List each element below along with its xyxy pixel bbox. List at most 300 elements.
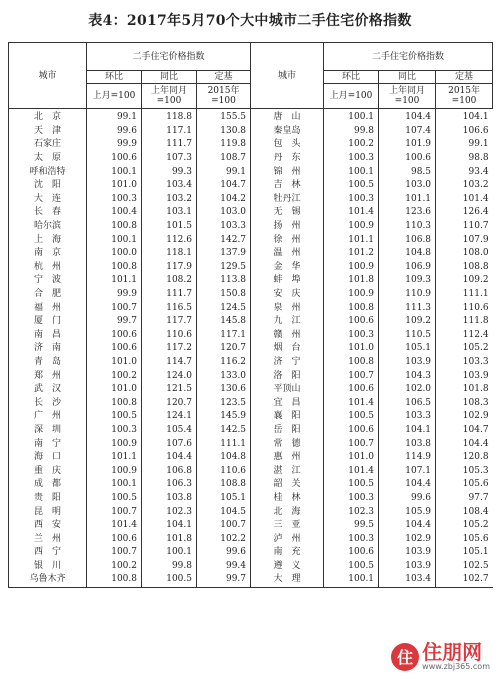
table-row — [9, 478, 493, 492]
table-row — [9, 179, 493, 193]
base-cell: 103.2 — [436, 179, 493, 193]
city-name-cell: 上 海 — [9, 233, 87, 247]
base-cell: 105.6 — [436, 478, 493, 492]
mom-cell: 100.7 — [87, 546, 142, 560]
city-name-cell: 南 充 — [251, 546, 324, 560]
city-name-cell: 银 川 — [9, 560, 87, 574]
mom-cell: 100.7 — [324, 369, 379, 383]
city-name-cell: 惠 州 — [251, 451, 324, 465]
city-name-cell: 桂 林 — [251, 492, 324, 506]
city-name-cell: 广 州 — [9, 410, 87, 424]
brand-logo-icon: 住 — [391, 643, 419, 671]
city-name-cell: 温 州 — [251, 247, 324, 261]
yoy-cell: 106.8 — [379, 233, 436, 247]
city-name-cell: 泉 州 — [251, 301, 324, 315]
base-cell: 109.2 — [436, 274, 493, 288]
mom-cell: 100.6 — [87, 342, 142, 356]
base-cell: 108.8 — [197, 478, 251, 492]
city-name-cell: 烟 台 — [251, 342, 324, 356]
yoy-cell: 123.6 — [379, 206, 436, 220]
base-cell: 102.9 — [436, 410, 493, 424]
city-name-cell: 兰 州 — [9, 532, 87, 546]
mom-cell: 100.5 — [324, 478, 379, 492]
base-cell: 105.1 — [197, 492, 251, 506]
table-row — [9, 342, 493, 356]
table-row — [9, 288, 493, 302]
base-cell: 108.4 — [436, 505, 493, 519]
yoy-cell: 104.8 — [379, 247, 436, 261]
base-cell: 101.4 — [436, 193, 493, 207]
city-name-cell: 杭 州 — [9, 261, 87, 275]
city-name-cell: 沈 阳 — [9, 179, 87, 193]
table-row — [9, 220, 493, 234]
yoy-cell: 103.9 — [379, 546, 436, 560]
mom-cell: 100.9 — [324, 220, 379, 234]
base-cell: 104.1 — [436, 109, 493, 125]
table-row — [9, 233, 493, 247]
mom-cell: 100.3 — [324, 492, 379, 506]
table-row — [9, 505, 493, 519]
city-name-cell: 呼和浩特 — [9, 165, 87, 179]
mom-header: 环比 — [87, 71, 142, 84]
mom-cell: 101.1 — [87, 274, 142, 288]
base-cell: 105.3 — [436, 464, 493, 478]
yoy-cell: 104.4 — [379, 478, 436, 492]
city-name-cell: 重 庆 — [9, 464, 87, 478]
table-row — [9, 261, 493, 275]
base-cell: 102.5 — [436, 560, 493, 574]
yoy-cell: 110.9 — [379, 288, 436, 302]
base-cell: 111.1 — [197, 437, 251, 451]
yoy-cell: 116.5 — [142, 301, 197, 315]
mom-subheader: 上月=100 — [324, 84, 379, 109]
yoy-cell: 100.5 — [142, 573, 197, 587]
city-name-cell: 南 京 — [9, 247, 87, 261]
mom-cell: 100.5 — [87, 410, 142, 424]
mom-cell: 100.8 — [87, 261, 142, 275]
yoy-cell: 104.4 — [379, 109, 436, 125]
table-row — [9, 301, 493, 315]
city-name-cell: 泸 州 — [251, 532, 324, 546]
yoy-cell: 105.4 — [142, 424, 197, 438]
table-row — [9, 138, 493, 152]
table-row — [9, 492, 493, 506]
base-cell: 101.8 — [436, 383, 493, 397]
city-name-cell: 牡丹江 — [251, 193, 324, 207]
table-row — [9, 546, 493, 560]
city-name-cell: 天 津 — [9, 125, 87, 139]
base-cell: 97.7 — [436, 492, 493, 506]
base-cell: 108.7 — [197, 152, 251, 166]
city-name-cell: 韶 关 — [251, 478, 324, 492]
city-header-right: 城市 — [251, 43, 324, 109]
yoy-cell: 101.8 — [142, 532, 197, 546]
mom-cell: 102.3 — [324, 505, 379, 519]
base-cell: 126.4 — [436, 206, 493, 220]
table-row — [9, 125, 493, 139]
base-cell: 124.5 — [197, 301, 251, 315]
table-row — [9, 451, 493, 465]
mom-cell: 100.3 — [324, 193, 379, 207]
base-cell: 150.8 — [197, 288, 251, 302]
yoy-cell: 114.7 — [142, 356, 197, 370]
city-name-cell: 吉 林 — [251, 179, 324, 193]
yoy-header: 同比 — [379, 71, 436, 84]
mom-cell: 100.6 — [87, 329, 142, 343]
table-row — [9, 573, 493, 587]
yoy-cell: 103.8 — [142, 492, 197, 506]
base-cell: 130.6 — [197, 383, 251, 397]
mom-cell: 101.4 — [87, 519, 142, 533]
table-row — [9, 396, 493, 410]
base-cell: 99.7 — [197, 573, 251, 587]
city-name-cell: 南 昌 — [9, 329, 87, 343]
table-row — [9, 383, 493, 397]
mom-cell: 99.6 — [87, 125, 142, 139]
mom-cell: 99.9 — [87, 288, 142, 302]
mom-cell: 100.9 — [87, 437, 142, 451]
base-cell: 102.2 — [197, 532, 251, 546]
city-name-cell: 洛 阳 — [251, 369, 324, 383]
yoy-cell: 117.9 — [142, 261, 197, 275]
yoy-cell: 103.3 — [379, 410, 436, 424]
table-row — [9, 519, 493, 533]
base-cell: 103.9 — [436, 369, 493, 383]
base-cell: 104.4 — [436, 437, 493, 451]
mom-cell: 100.3 — [324, 329, 379, 343]
mom-cell: 100.0 — [87, 247, 142, 261]
yoy-header: 同比 — [142, 71, 197, 84]
mom-cell: 101.8 — [324, 274, 379, 288]
city-name-cell: 海 口 — [9, 451, 87, 465]
base-cell: 98.8 — [436, 152, 493, 166]
city-name-cell: 石家庄 — [9, 138, 87, 152]
mom-cell: 100.8 — [87, 396, 142, 410]
city-name-cell: 宜 昌 — [251, 396, 324, 410]
yoy-cell: 103.4 — [142, 179, 197, 193]
mom-cell: 100.9 — [324, 288, 379, 302]
mom-cell: 100.9 — [324, 261, 379, 275]
yoy-cell: 118.1 — [142, 247, 197, 261]
base-cell: 111.8 — [436, 315, 493, 329]
mom-cell: 100.3 — [87, 193, 142, 207]
base-cell: 137.9 — [197, 247, 251, 261]
base-cell: 116.2 — [197, 356, 251, 370]
yoy-cell: 124.1 — [142, 410, 197, 424]
base-cell: 129.5 — [197, 261, 251, 275]
yoy-cell: 101.5 — [142, 220, 197, 234]
yoy-cell: 107.4 — [379, 125, 436, 139]
yoy-cell: 103.4 — [379, 573, 436, 587]
mom-cell: 100.7 — [87, 505, 142, 519]
yoy-cell: 109.2 — [379, 315, 436, 329]
yoy-cell: 110.6 — [142, 329, 197, 343]
mom-cell: 100.5 — [324, 179, 379, 193]
yoy-cell: 110.5 — [379, 329, 436, 343]
city-name-cell: 深 圳 — [9, 424, 87, 438]
base-cell: 103.3 — [197, 220, 251, 234]
mom-cell: 100.1 — [324, 109, 379, 125]
base-cell: 104.2 — [197, 193, 251, 207]
yoy-cell: 107.3 — [142, 152, 197, 166]
base-cell: 99.1 — [436, 138, 493, 152]
yoy-cell: 107.1 — [379, 464, 436, 478]
base-cell: 111.1 — [436, 288, 493, 302]
table-row — [9, 109, 493, 125]
base-cell: 155.5 — [197, 109, 251, 125]
mom-cell: 99.7 — [87, 315, 142, 329]
yoy-cell: 110.3 — [379, 220, 436, 234]
city-name-cell: 青 岛 — [9, 356, 87, 370]
yoy-cell: 111.7 — [142, 288, 197, 302]
mom-cell: 100.8 — [87, 573, 142, 587]
yoy-cell: 111.3 — [379, 301, 436, 315]
mom-cell: 100.5 — [87, 492, 142, 506]
city-name-cell: 武 汉 — [9, 383, 87, 397]
index-group-header-left: 二手住宅价格指数 — [87, 43, 251, 71]
table-row — [9, 315, 493, 329]
mom-cell: 101.0 — [87, 383, 142, 397]
mom-cell: 100.9 — [87, 464, 142, 478]
mom-subheader: 上月=100 — [87, 84, 142, 109]
city-name-cell: 岳 阳 — [251, 424, 324, 438]
city-name-cell: 金 华 — [251, 261, 324, 275]
yoy-cell: 104.3 — [379, 369, 436, 383]
city-name-cell: 郑 州 — [9, 369, 87, 383]
yoy-cell: 103.9 — [379, 560, 436, 574]
city-name-cell: 济 南 — [9, 342, 87, 356]
city-name-cell: 丹 东 — [251, 152, 324, 166]
mom-cell: 100.7 — [324, 437, 379, 451]
table-title: 表4：2017年5月70个大中城市二手住宅价格指数 — [88, 13, 412, 29]
base-cell: 110.6 — [197, 464, 251, 478]
city-name-cell: 长 春 — [9, 206, 87, 220]
mom-cell: 100.1 — [87, 478, 142, 492]
city-name-cell: 三 亚 — [251, 519, 324, 533]
mom-cell: 100.1 — [87, 233, 142, 247]
base-cell: 99.4 — [197, 560, 251, 574]
mom-cell: 100.5 — [324, 560, 379, 574]
mom-cell: 101.1 — [87, 451, 142, 465]
base-cell: 105.2 — [436, 342, 493, 356]
base-cell: 110.6 — [436, 301, 493, 315]
city-name-cell: 徐 州 — [251, 233, 324, 247]
table-row — [9, 410, 493, 424]
city-name-cell: 蚌 埠 — [251, 274, 324, 288]
table-row — [9, 329, 493, 343]
site-watermark — [391, 642, 490, 671]
base-cell: 110.7 — [436, 220, 493, 234]
base-cell: 104.5 — [197, 505, 251, 519]
yoy-cell: 105.9 — [379, 505, 436, 519]
table-row — [9, 206, 493, 220]
base-subheader: 2015年=100 — [436, 84, 493, 109]
base-cell: 120.7 — [197, 342, 251, 356]
table-row — [9, 193, 493, 207]
city-name-cell: 宁 波 — [9, 274, 87, 288]
mom-cell: 101.4 — [324, 464, 379, 478]
table-row — [9, 437, 493, 451]
mom-cell: 100.5 — [324, 410, 379, 424]
yoy-cell: 107.6 — [142, 437, 197, 451]
base-cell: 145.9 — [197, 410, 251, 424]
city-name-cell: 济 宁 — [251, 356, 324, 370]
city-name-cell: 哈尔滨 — [9, 220, 87, 234]
city-name-cell: 昆 明 — [9, 505, 87, 519]
mom-cell: 100.1 — [324, 573, 379, 587]
mom-cell: 100.7 — [87, 301, 142, 315]
yoy-subheader: 上年同月=100 — [142, 84, 197, 109]
yoy-cell: 103.1 — [142, 206, 197, 220]
table-row — [9, 424, 493, 438]
mom-cell: 99.5 — [324, 519, 379, 533]
city-name-cell: 大 连 — [9, 193, 87, 207]
base-cell: 103.3 — [436, 356, 493, 370]
base-cell: 105.1 — [436, 546, 493, 560]
mom-header: 环比 — [324, 71, 379, 84]
base-cell: 142.7 — [197, 233, 251, 247]
base-cell: 112.4 — [436, 329, 493, 343]
city-name-cell: 西 安 — [9, 519, 87, 533]
base-cell: 145.8 — [197, 315, 251, 329]
mom-cell: 101.2 — [324, 247, 379, 261]
mom-cell: 101.4 — [324, 206, 379, 220]
yoy-cell: 101.1 — [379, 193, 436, 207]
city-name-cell: 西 宁 — [9, 546, 87, 560]
mom-cell: 101.1 — [324, 233, 379, 247]
base-cell: 108.8 — [436, 261, 493, 275]
mom-cell: 100.3 — [87, 424, 142, 438]
mom-cell: 101.4 — [324, 396, 379, 410]
mom-cell: 100.3 — [324, 152, 379, 166]
mom-cell: 100.4 — [87, 206, 142, 220]
yoy-cell: 117.7 — [142, 315, 197, 329]
mom-cell: 101.0 — [87, 179, 142, 193]
yoy-cell: 106.3 — [142, 478, 197, 492]
table-row — [9, 274, 493, 288]
mom-cell: 100.2 — [87, 560, 142, 574]
city-name-cell: 贵 阳 — [9, 492, 87, 506]
yoy-cell: 99.3 — [142, 165, 197, 179]
city-name-cell: 扬 州 — [251, 220, 324, 234]
mom-cell: 101.0 — [324, 342, 379, 356]
city-name-cell: 锦 州 — [251, 165, 324, 179]
base-cell: 100.7 — [197, 519, 251, 533]
base-cell: 123.5 — [197, 396, 251, 410]
table-row — [9, 247, 493, 261]
base-cell: 130.8 — [197, 125, 251, 139]
city-name-cell: 成 都 — [9, 478, 87, 492]
city-name-cell: 遵 义 — [251, 560, 324, 574]
city-name-cell: 九 江 — [251, 315, 324, 329]
index-group-header-right: 二手住宅价格指数 — [324, 43, 493, 71]
city-name-cell: 太 原 — [9, 152, 87, 166]
yoy-cell: 103.0 — [379, 179, 436, 193]
base-cell: 103.0 — [197, 206, 251, 220]
table-row — [9, 532, 493, 546]
yoy-cell: 121.5 — [142, 383, 197, 397]
mom-cell: 100.3 — [324, 532, 379, 546]
brand-name: 住朋网 — [422, 640, 483, 664]
base-cell: 104.8 — [197, 451, 251, 465]
yoy-cell: 99.8 — [142, 560, 197, 574]
city-name-cell: 包 头 — [251, 138, 324, 152]
yoy-cell: 104.1 — [379, 424, 436, 438]
city-name-cell: 无 锡 — [251, 206, 324, 220]
city-name-cell: 唐 山 — [251, 109, 324, 125]
city-name-cell: 赣 州 — [251, 329, 324, 343]
table-row — [9, 356, 493, 370]
yoy-cell: 99.6 — [379, 492, 436, 506]
city-name-cell: 大 理 — [251, 573, 324, 587]
base-cell: 99.1 — [197, 165, 251, 179]
mom-cell: 100.8 — [324, 356, 379, 370]
mom-cell: 100.6 — [324, 383, 379, 397]
yoy-cell: 120.7 — [142, 396, 197, 410]
city-name-cell: 襄 阳 — [251, 410, 324, 424]
base-cell: 93.4 — [436, 165, 493, 179]
city-name-cell: 湛 江 — [251, 464, 324, 478]
city-name-cell: 厦 门 — [9, 315, 87, 329]
base-cell: 105.6 — [436, 532, 493, 546]
yoy-cell: 104.4 — [379, 519, 436, 533]
city-name-cell: 乌鲁木齐 — [9, 573, 87, 587]
base-cell: 108.0 — [436, 247, 493, 261]
mom-cell: 100.6 — [87, 152, 142, 166]
city-name-cell: 北 京 — [9, 109, 87, 125]
mom-cell: 100.2 — [87, 369, 142, 383]
city-name-cell: 常 德 — [251, 437, 324, 451]
mom-cell: 100.8 — [324, 301, 379, 315]
brand-url: www.zbj365.com — [422, 662, 490, 671]
mom-cell: 101.0 — [324, 451, 379, 465]
mom-cell: 99.9 — [87, 138, 142, 152]
yoy-cell: 112.6 — [142, 233, 197, 247]
yoy-cell: 106.9 — [379, 261, 436, 275]
mom-cell: 100.8 — [87, 220, 142, 234]
mom-cell: 100.2 — [324, 138, 379, 152]
yoy-cell: 118.8 — [142, 109, 197, 125]
yoy-cell: 124.0 — [142, 369, 197, 383]
price-index-table — [8, 42, 493, 588]
base-cell: 107.9 — [436, 233, 493, 247]
yoy-cell: 100.6 — [379, 152, 436, 166]
city-name-cell: 安 庆 — [251, 288, 324, 302]
yoy-cell: 117.2 — [142, 342, 197, 356]
mom-cell: 101.0 — [87, 356, 142, 370]
yoy-cell: 105.1 — [379, 342, 436, 356]
table-row — [9, 560, 493, 574]
table-row — [9, 464, 493, 478]
base-cell: 142.5 — [197, 424, 251, 438]
mom-cell: 99.8 — [324, 125, 379, 139]
city-name-cell: 合 肥 — [9, 288, 87, 302]
yoy-cell: 104.4 — [142, 451, 197, 465]
yoy-cell: 117.1 — [142, 125, 197, 139]
base-cell: 106.6 — [436, 125, 493, 139]
yoy-cell: 100.1 — [142, 546, 197, 560]
yoy-cell: 103.8 — [379, 437, 436, 451]
base-cell: 113.8 — [197, 274, 251, 288]
yoy-cell: 103.2 — [142, 193, 197, 207]
mom-cell: 100.6 — [324, 546, 379, 560]
city-name-cell: 平顶山 — [251, 383, 324, 397]
yoy-cell: 111.7 — [142, 138, 197, 152]
table-row — [9, 369, 493, 383]
city-name-cell: 福 州 — [9, 301, 87, 315]
yoy-cell: 102.9 — [379, 532, 436, 546]
base-cell: 104.7 — [436, 424, 493, 438]
